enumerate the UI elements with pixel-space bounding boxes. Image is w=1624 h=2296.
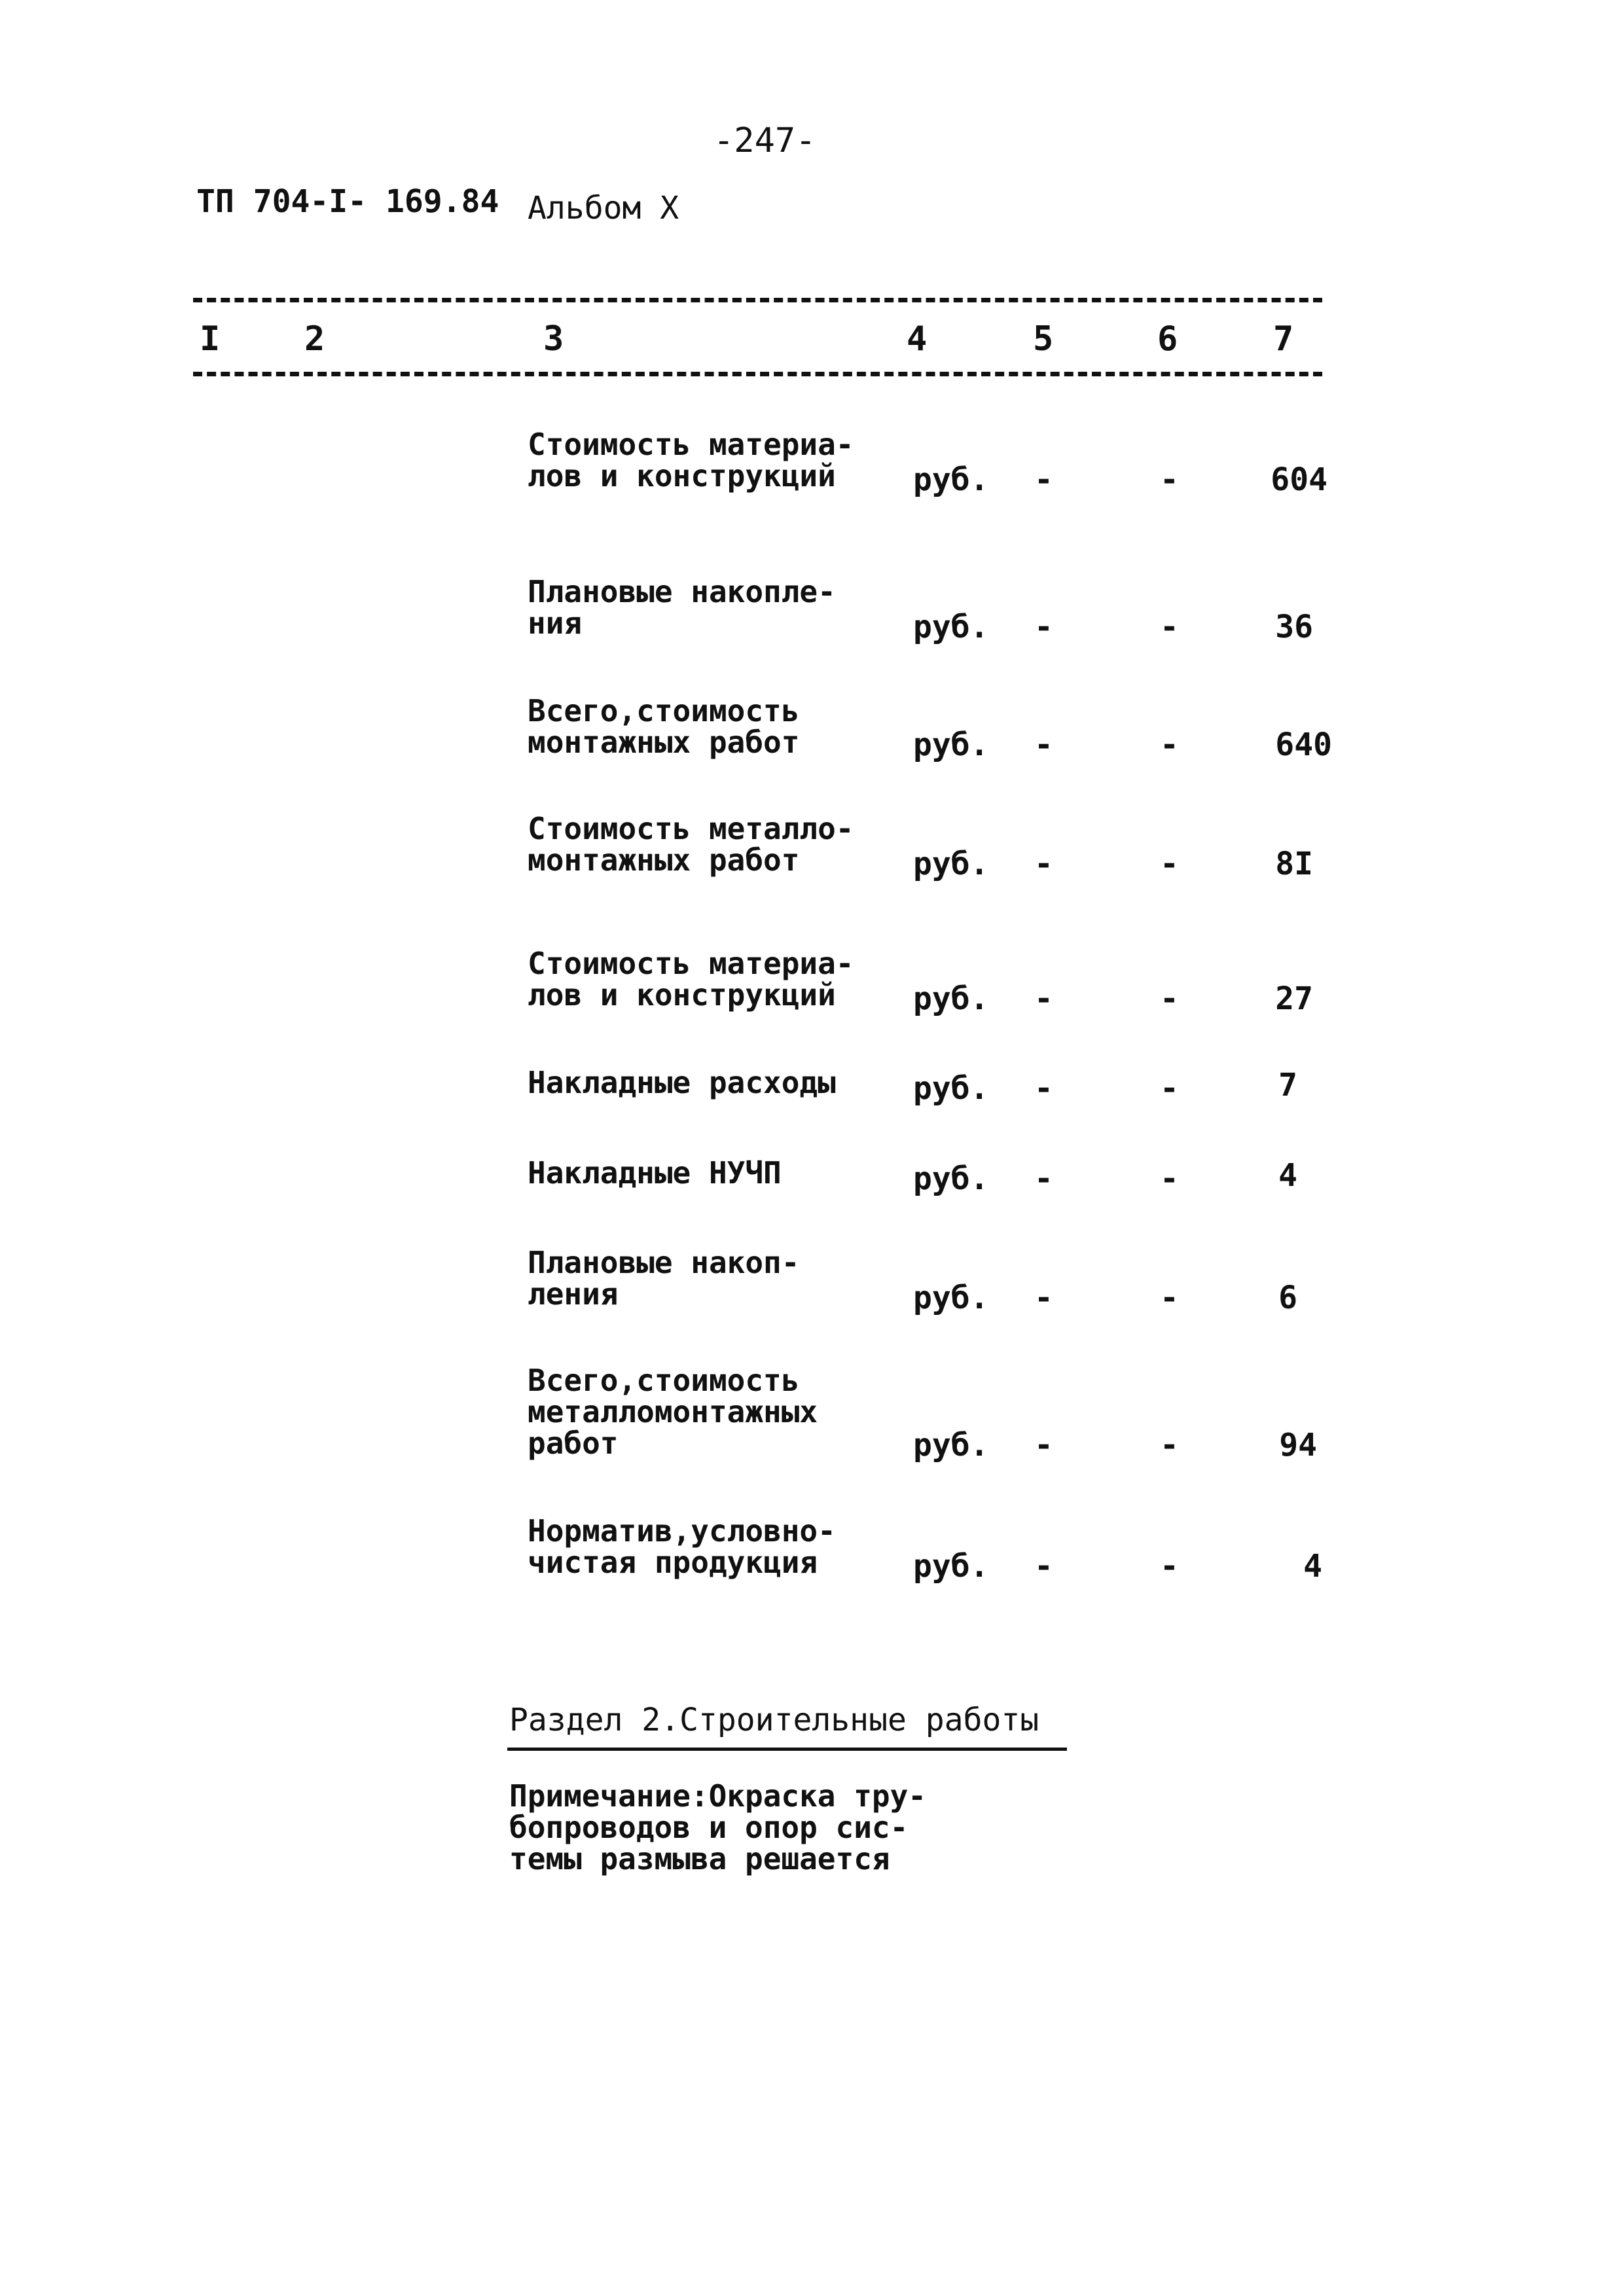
table-row-label: Стоимость материа- лов и конструкций — [528, 946, 854, 1013]
table-row-label: Стоимость металло- монтажных работ — [528, 811, 854, 878]
table-row-value: 94 — [1279, 1427, 1317, 1463]
column-header-7: 7 — [1273, 319, 1294, 359]
table-row-value: 36 — [1275, 609, 1313, 645]
table-row-col5: - — [1034, 1160, 1053, 1197]
table-row-col5: - — [1034, 461, 1053, 498]
table-row-col5: - — [1034, 726, 1053, 763]
table-row-unit: руб. — [913, 1160, 989, 1197]
table-top-rule — [193, 298, 1322, 302]
table-row-value: 7 — [1278, 1067, 1297, 1103]
document-code: ТП 704-I- 169.84 — [196, 183, 499, 220]
table-row-value: 4 — [1278, 1157, 1297, 1194]
table-row-col6: - — [1160, 1160, 1179, 1197]
column-header-6: 6 — [1157, 319, 1178, 359]
table-row-unit: руб. — [913, 1548, 989, 1585]
table-row-unit: руб. — [913, 1070, 989, 1107]
column-header-3: 3 — [543, 319, 564, 359]
table-row-col6: - — [1160, 461, 1179, 498]
table-row-label: Норматив,условно- чистая продукция — [528, 1513, 836, 1580]
table-row-col5: - — [1034, 846, 1053, 882]
table-row-col6: - — [1160, 1280, 1179, 1316]
table-row-value: 6 — [1278, 1280, 1297, 1316]
table-row-value: 4 — [1303, 1548, 1322, 1585]
table-header-rule — [193, 372, 1322, 376]
table-row-col6: - — [1160, 1427, 1179, 1463]
table-row-col5: - — [1034, 1548, 1053, 1585]
album-label: Альбом X — [528, 190, 679, 226]
table-row-unit: руб. — [913, 461, 989, 498]
table-row-unit: руб. — [913, 846, 989, 882]
table-row-value: 640 — [1275, 726, 1332, 763]
column-header-2: 2 — [304, 319, 325, 359]
table-row-label: Стоимость материа- лов и конструкций — [528, 427, 854, 493]
column-header-5: 5 — [1033, 319, 1054, 359]
page-number: -247- — [713, 121, 816, 160]
table-row-label: Накладные расходы — [528, 1065, 836, 1100]
table-row-label: Всего,стоимость монтажных работ — [528, 693, 800, 760]
column-header-1: I — [200, 319, 221, 359]
table-row-col6: - — [1160, 1548, 1179, 1585]
table-row-col6: - — [1160, 980, 1179, 1017]
column-header-4: 4 — [907, 319, 928, 359]
table-row-unit: руб. — [913, 980, 989, 1017]
note-text: Примечание:Окраска тру- бопроводов и опор сис- темы размыва решается — [509, 1778, 926, 1876]
table-row-col6: - — [1160, 846, 1179, 882]
table-row-col5: - — [1034, 980, 1053, 1017]
table-row-label: Плановые накопле- ния — [528, 574, 836, 641]
section-title-underline — [507, 1748, 1067, 1751]
table-row-value: 27 — [1275, 980, 1313, 1017]
table-row-label: Всего,стоимость металломонтажных работ — [528, 1363, 818, 1461]
table-row-unit: руб. — [913, 609, 989, 645]
table-row-col6: - — [1160, 726, 1179, 763]
table-row-value: 604 — [1271, 461, 1327, 498]
table-row-col6: - — [1160, 1070, 1179, 1107]
section-title: Раздел 2.Строительные работы — [509, 1702, 1039, 1738]
table-row-unit: руб. — [913, 1427, 989, 1463]
table-row-col5: - — [1034, 609, 1053, 645]
table-row-unit: руб. — [913, 726, 989, 763]
table-row-col5: - — [1034, 1070, 1053, 1107]
table-row-unit: руб. — [913, 1280, 989, 1316]
table-row-label: Плановые накоп- ления — [528, 1245, 800, 1312]
table-row-col6: - — [1160, 609, 1179, 645]
table-row-label: Накладные НУЧП — [528, 1155, 782, 1191]
table-row-col5: - — [1034, 1280, 1053, 1316]
table-row-value: 8I — [1275, 846, 1313, 882]
table-row-col5: - — [1034, 1427, 1053, 1463]
